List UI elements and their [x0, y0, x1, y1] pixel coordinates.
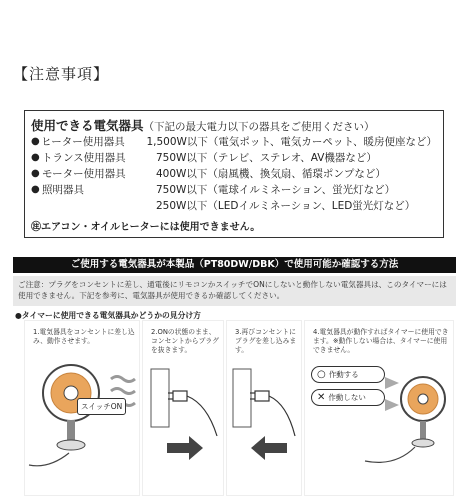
replug-illustration	[227, 321, 303, 497]
wattage-limit: 1,500W以下（電気ポット、電気カーペット、暖房便座など）	[146, 136, 437, 148]
wattage-limit: 750W以下（電球イルミネーション、蛍光灯など）	[156, 184, 396, 196]
step-2-text: 2.ONの状態のまま、コンセントからプラグを抜きます。	[151, 328, 219, 354]
caution-text: ご注意：プラグをコンセントに差し、通電後にリモコンかスイッチでONにしないと動作しない電気器具は、このタイマーには使用できません。下記を参考に、電気器具が使用できるか確認してください。	[13, 276, 456, 306]
appliance-type: モーター使用器具	[42, 168, 126, 180]
step-1-text: 1.電気器具をコンセントに差し込み、動作させます。	[33, 328, 135, 345]
spec-title	[31, 116, 437, 134]
not-work-label: 作動しない	[328, 393, 366, 402]
bullet	[31, 198, 42, 214]
step-1-panel	[24, 320, 140, 496]
step-4-text: 4.電気器具が動作すればタイマーに使用できます。※動作しない場合は、タイマーに使用できません。	[313, 328, 449, 354]
spec-row	[31, 198, 437, 214]
cross-mark-icon: ✕	[317, 392, 326, 403]
usable-appliances-box	[24, 110, 444, 238]
bullet: ●	[31, 184, 40, 195]
circle-mark-icon: ○	[317, 369, 326, 380]
spec-row	[31, 166, 437, 182]
unplug-illustration	[143, 321, 225, 497]
appliance-type	[42, 198, 156, 214]
step-3-text: 3.再びコンセントにプラグを差し込みます。	[235, 328, 297, 354]
appliance-type: トランス使用器具	[42, 152, 126, 164]
spec-row	[31, 134, 437, 150]
bullet: ●	[31, 136, 40, 147]
spec-subtitle: （下記の最大電力以下の器具をご使用ください）	[143, 121, 375, 133]
wattage-limit: 400W以下（扇風機、換気扇、循環ポンプなど）	[156, 168, 386, 180]
appliance-type: 照明器具	[42, 184, 84, 196]
bullet: ●	[31, 152, 40, 163]
wattage-limit: 750W以下（テレビ、ステレオ、AV機器など）	[156, 152, 377, 164]
step-4-panel	[304, 320, 454, 496]
check-method-banner: ご使用する電気器具が本製品（PT80DW/DBK）で使用可能か確認する方法	[13, 257, 456, 273]
works-option	[311, 366, 385, 383]
switch-on-label: スイッチON	[77, 398, 126, 415]
check-section-title: ●タイマーに使用できる電気器具かどうかの見分け方	[15, 311, 201, 320]
wattage-limit: 250W以下（LEDイルミネーション、LED蛍光灯など）	[156, 200, 416, 212]
appliance-type: ヒーター使用器具	[41, 136, 125, 148]
step-3-panel	[226, 320, 302, 496]
step-2-panel	[142, 320, 224, 496]
bullet: ●	[31, 168, 40, 179]
not-work-option	[311, 389, 385, 406]
aircon-note: ㊟エアコン・オイルヒーターには使用できません。	[31, 222, 261, 233]
page-heading: 【注意事項】	[13, 65, 110, 83]
spec-title-main: 使用できる電気器具	[31, 118, 144, 133]
works-label: 作動する	[328, 370, 359, 379]
spec-row	[31, 182, 437, 198]
fan-result-illustration	[305, 321, 455, 497]
spec-row	[31, 150, 437, 166]
